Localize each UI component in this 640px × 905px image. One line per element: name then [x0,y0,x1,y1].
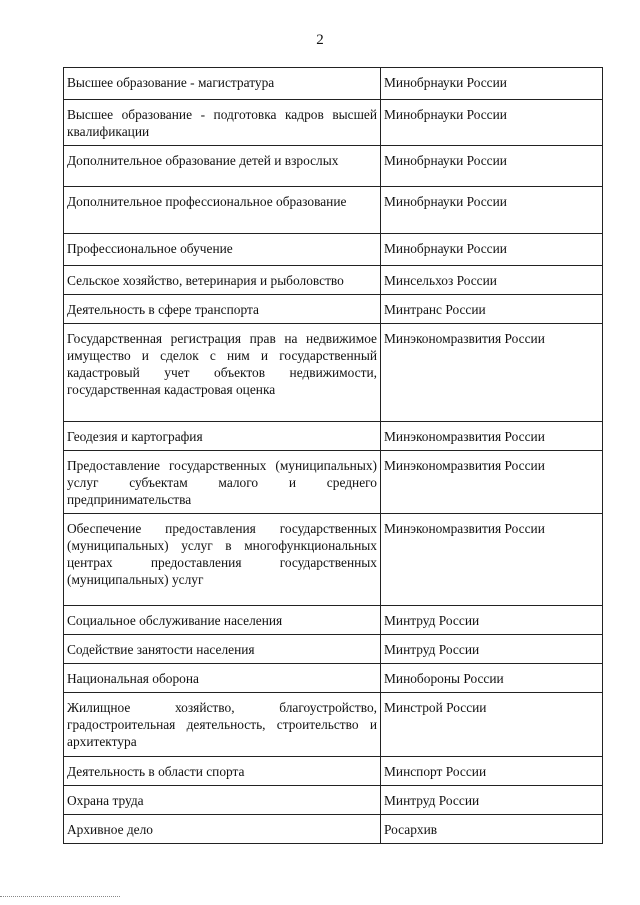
row-ministry: Минэкономразвития России [381,451,603,514]
table-row [64,664,603,693]
table-row [64,514,603,606]
table-row [64,693,603,757]
row-ministry: Минобрнауки России [381,146,603,187]
table-row [64,422,603,451]
row-ministry: Минстрой России [381,693,603,757]
table-row [64,146,603,187]
row-ministry: Минсельхоз России [381,266,603,295]
row-ministry: Минтранс России [381,295,603,324]
row-ministry: Минтруд России [381,606,603,635]
row-topic: Обеспечение предоставления государственных (муниципальных) услуг в многофункциональных центрах предоставления государственных (муниципальных) услуг [64,514,381,606]
row-ministry: Минэкономразвития России [381,422,603,451]
row-topic: Дополнительное образование детей и взрослых [64,146,381,187]
row-topic: Деятельность в сфере транспорта [64,295,381,324]
row-topic: Содействие занятости населения [64,635,381,664]
row-topic: Высшее образование - магистратура [64,68,381,100]
table-row [64,100,603,146]
row-ministry: Минэкономразвития России [381,514,603,606]
table-row [64,187,603,234]
row-topic: Профессиональное обучение [64,234,381,266]
table-row [64,606,603,635]
row-ministry: Минобрнауки России [381,100,603,146]
row-topic: Предоставление государственных (муниципальных) услуг субъектам малого и среднего предпринимательства [64,451,381,514]
ministry-table [63,67,603,844]
row-topic: Высшее образование - подготовка кадров высшей квалификации [64,100,381,146]
row-ministry: Минобрнауки России [381,187,603,234]
row-topic: Государственная регистрация прав на недвижимое имущество и сделок с ним и государственный кадастровый учет объектов недвижимости, государственная кадастровая оценка [64,324,381,422]
table-row [64,295,603,324]
page-number: 2 [316,32,324,48]
row-topic: Жилищное хозяйство, благоустройство, градостроительная деятельность, строительство и архитектура [64,693,381,757]
row-topic: Охрана труда [64,786,381,815]
scan-footer-mark [0,896,120,899]
row-topic: Национальная оборона [64,664,381,693]
table-row [64,234,603,266]
table-row [64,815,603,844]
row-ministry: Минобрнауки России [381,68,603,100]
row-topic: Архивное дело [64,815,381,844]
row-ministry: Минспорт России [381,757,603,786]
row-topic: Социальное обслуживание населения [64,606,381,635]
table-row [64,635,603,664]
row-ministry: Минтруд России [381,635,603,664]
row-ministry: Минобрнауки России [381,234,603,266]
table-row [64,266,603,295]
row-ministry: Росархив [381,815,603,844]
row-topic: Дополнительное профессиональное образование [64,187,381,234]
row-topic: Деятельность в области спорта [64,757,381,786]
row-ministry: Минобороны России [381,664,603,693]
row-topic: Геодезия и картография [64,422,381,451]
row-ministry: Минэкономразвития России [381,324,603,422]
table-row [64,68,603,100]
table-row [64,451,603,514]
row-topic: Сельское хозяйство, ветеринария и рыболовство [64,266,381,295]
table-row [64,786,603,815]
table-row [64,757,603,786]
table-row [64,324,603,422]
row-ministry: Минтруд России [381,786,603,815]
